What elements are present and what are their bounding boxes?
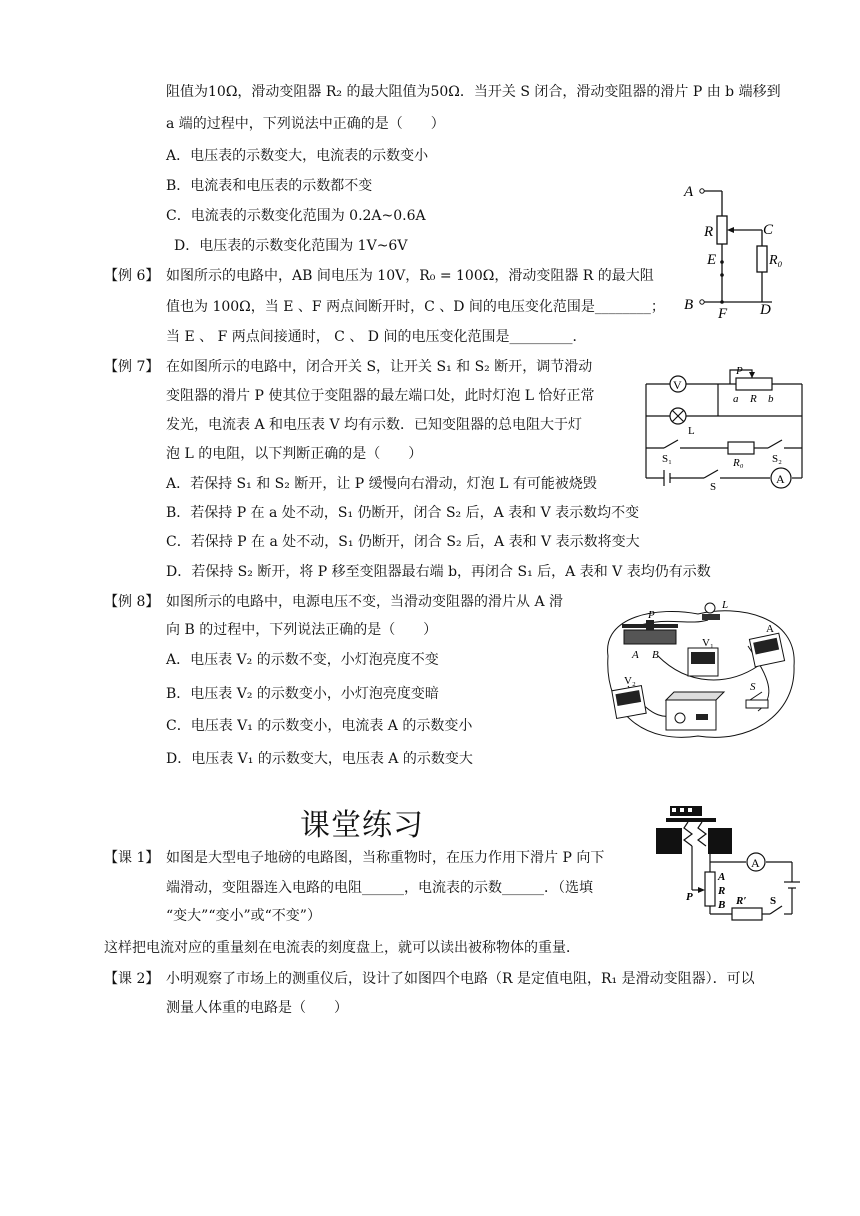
section-title: 课堂练习 <box>300 808 424 843</box>
k2-tag: 【课 2】 <box>104 971 160 987</box>
ex7-label-p: P <box>736 365 743 377</box>
ex8-label-v2: V₂ <box>624 675 636 687</box>
ex6-label-r0: R₀ <box>769 253 783 268</box>
k1-scale-circuit <box>652 804 802 922</box>
k1-ammeter-label: A <box>751 856 760 870</box>
ex6-line-2: 值也为 100Ω，当 E 、F 两点间断开时，C 、D 间的电压变化范围是________； <box>166 299 665 315</box>
ex6-label-b: B <box>684 297 694 313</box>
k1-line-4: 这样把电流对应的重量刻在电流表的刻度盘上，就可以读出被称物体的重量． <box>104 940 580 956</box>
ex7-label-s: S <box>710 481 717 490</box>
ex7-label-r: R <box>750 393 757 405</box>
ex6-circuit-diagram <box>676 178 796 320</box>
ex8-label-l: L <box>722 599 729 611</box>
ex7-option-b: B．若保持 P 在 a 处不动，S₁ 仍断开，闭合 S₂ 后，A 表和 V 表示数均不变 <box>166 505 640 521</box>
ex8-label-p: P <box>648 609 655 621</box>
ex6-label-f: F <box>718 306 728 320</box>
ex7-circuit-diagram <box>640 362 810 490</box>
k1-label-s: S <box>770 895 777 907</box>
ex8-label-b: B <box>652 649 659 661</box>
ex6-line-3: 当 E 、 F 两点间接通时， C 、 D 间的电压变化范围是_________． <box>166 329 587 345</box>
ex7-ammeter-label: A <box>776 472 785 486</box>
ex7-label-s2: S₂ <box>772 453 782 465</box>
k1-label-b: B <box>718 899 726 911</box>
ex8-label-v1: V₁ <box>702 637 714 649</box>
ex8-line-1: 如图所示的电路中，电源电压不变，当滑动变阻器的滑片从 A 滑 <box>166 594 564 610</box>
k1-line-1: 如图是大型电子地磅的电路图，当称重物时，在压力作用下滑片 P 向下 <box>166 850 605 866</box>
ex7-line-2: 变阻器的滑片 P 使其位于变阻器的最左端口处，此时灯泡 L 恰好正常 <box>166 388 595 404</box>
k2-line-2: 测量人体重的电路是（ ） <box>166 1000 348 1016</box>
intro-option-d: D．电压表的示数变化范围为 1V~6V <box>174 238 408 254</box>
ex8-tag: 【例 8】 <box>104 594 160 610</box>
intro-line-2: a 端的过程中，下列说法中正确的是（ ） <box>166 116 445 132</box>
k1-label-a: A <box>718 871 726 883</box>
k1-line-2: 端滑动，变阻器连入电路的电阻______，电流表的示数______．（选填 <box>166 880 593 896</box>
ex7-option-d: D．若保持 S₂ 断开，将 P 移至变阻器最右端 b，再闭合 S₁ 后，A 表和 V 表均仍有示数 <box>166 564 711 580</box>
intro-line-1: 阻值为10Ω，滑动变阻器 R₂ 的最大阻值为50Ω．当开关 S 闭合，滑动变阻器的滑片 P 由 b 端移到 <box>166 84 781 100</box>
k2-line-1: 小明观察了市场上的测重仪后，设计了如图四个电路（R 是定值电阻，R₁ 是滑动变阻器）．可以 <box>166 971 755 987</box>
ex6-label-r: R <box>704 224 714 240</box>
ex8-circuit-illustration <box>598 596 802 746</box>
ex6-tag: 【例 6】 <box>104 268 160 284</box>
ex8-label-a: A <box>632 649 639 661</box>
ex7-label-s1: S₁ <box>662 453 672 465</box>
intro-option-b: B．电流表和电压表的示数都不变 <box>166 178 373 194</box>
ex8-line-2: 向 B 的过程中，下列说法正确的是（ ） <box>166 622 438 638</box>
ex7-label-r0: R₀ <box>733 457 744 469</box>
ex8-option-b: B．电压表 V₂ 的示数变小，小灯泡亮度变暗 <box>166 686 439 702</box>
intro-option-a: A．电压表的示数变大，电流表的示数变小 <box>166 148 429 164</box>
ex6-label-d: D <box>760 302 771 318</box>
ex8-option-d: D．电压表 V₁ 的示数变大，电压表 A 的示数变大 <box>166 751 473 767</box>
ex6-label-a: A <box>684 184 694 200</box>
ex7-voltmeter-label: V <box>673 378 682 392</box>
k1-line-3: “变大”“变小”或“不变”） <box>166 908 321 924</box>
ex7-label-a: a <box>733 393 739 405</box>
intro-option-c: C．电流表的示数变化范围为 0.2A~0.6A <box>166 208 426 224</box>
ex7-line-4: 泡 L 的电阻，以下判断正确的是（ ） <box>166 446 423 462</box>
ex6-label-c: C <box>763 222 774 238</box>
ex7-option-a: A．若保持 S₁ 和 S₂ 断开，让 P 缓慢向右滑动，灯泡 L 有可能被烧毁 <box>166 476 597 492</box>
ex7-tag: 【例 7】 <box>104 359 160 375</box>
ex6-line-1: 如图所示的电路中，AB 间电压为 10V，R₀ = 100Ω，滑动变阻器 R 的最大阻 <box>166 268 654 284</box>
ex7-label-l: L <box>688 425 695 437</box>
k1-label-p: P <box>686 891 693 903</box>
ex7-line-3: 发光，电流表 A 和电压表 V 均有示数．已知变阻器的总电阻大于灯 <box>166 417 583 433</box>
ex8-option-a: A．电压表 V₂ 的示数不变，小灯泡亮度不变 <box>166 652 439 668</box>
k1-tag: 【课 1】 <box>104 850 160 866</box>
k1-label-rp: R′ <box>736 895 747 907</box>
ex8-option-c: C．电压表 V₁ 的示数变小，电流表 A 的示数变小 <box>166 718 473 734</box>
ex7-option-c: C．若保持 P 在 a 处不动，S₁ 仍断开，闭合 S₂ 后，A 表和 V 表示数将变大 <box>166 534 640 550</box>
ex7-label-b: b <box>768 393 774 405</box>
k1-label-r: R <box>718 885 726 897</box>
ex7-line-1: 在如图所示的电路中，闭合开关 S，让开关 S₁ 和 S₂ 断开，调节滑动 <box>166 359 593 375</box>
ex6-label-e: E <box>707 252 717 268</box>
ex8-label-s: S <box>750 681 756 693</box>
ex8-label-am: A <box>766 623 774 635</box>
